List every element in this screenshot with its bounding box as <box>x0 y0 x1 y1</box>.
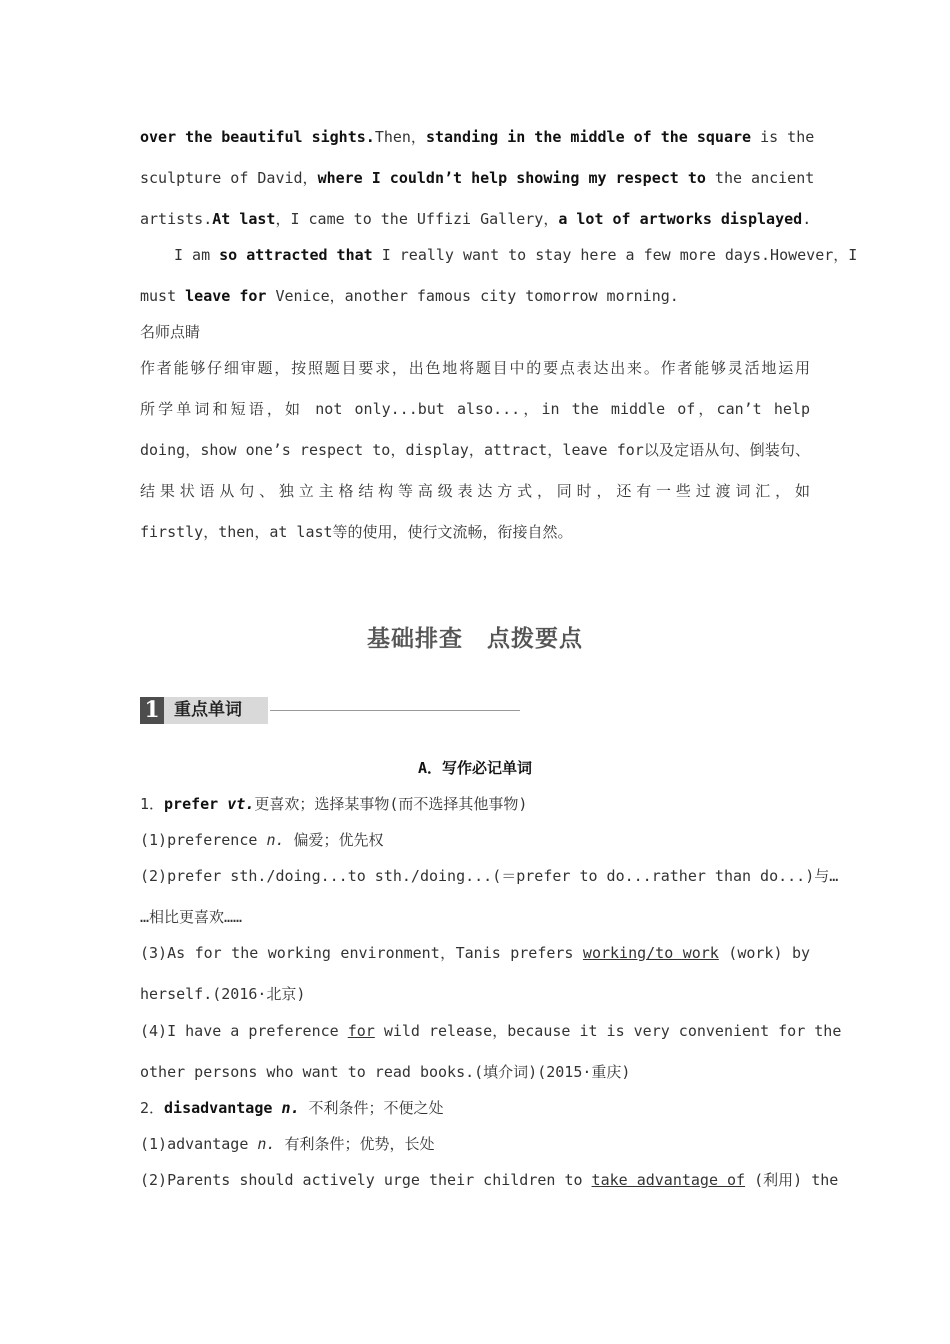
essay-text: ，I came to the Uffizi Gallery， <box>275 210 559 228</box>
item-text: (4)I have a preference <box>140 1022 348 1040</box>
item-pos: n. <box>257 1135 276 1153</box>
answer-blank: working/to work <box>582 944 719 962</box>
item-text: wild release，because it is very convenient for the <box>374 1022 842 1040</box>
item-text: (work) by <box>718 944 811 962</box>
comment-line-2: 所学单词和短语，如 not only...but also...，in the middle of，can’t help <box>140 400 810 418</box>
essay-highlight: a lot of artworks displayed <box>558 210 803 228</box>
comment-line-4: 结果状语从句、独立主格结构等高级表达方式，同时，还有一些过渡词汇，如 <box>140 482 810 500</box>
entry-meaning: 更喜欢；选择某事物(而不选择其他事物) <box>254 795 528 813</box>
essay-text: sculpture of David， <box>140 169 318 187</box>
prefer-item-3-line-2: herself.(2016·北京) <box>140 985 306 1003</box>
vocab-entry-prefer <box>140 793 810 815</box>
comment-heading: 名师点睛 <box>140 323 201 341</box>
essay-text: Then， <box>374 128 426 146</box>
item-text: (1)preference <box>140 831 267 849</box>
comment-line-1: 作者能够仔细审题，按照题目要求，出色地将题目中的要点表达出来。作者能够灵活地运用 <box>140 359 810 377</box>
section-divider <box>270 710 520 711</box>
essay-highlight: over the beautiful sights. <box>140 128 375 146</box>
item-text: (1)advantage <box>140 1135 258 1153</box>
essay-text: Venice，another famous city tomorrow morning. <box>266 287 679 305</box>
item-meaning: 有利条件；优势，长处 <box>275 1135 435 1153</box>
essay-text: . <box>802 210 812 228</box>
essay-text: I am <box>174 246 220 264</box>
section-title: 基础排查 点拨要点 <box>367 626 583 652</box>
entry-pos: vt. <box>227 795 255 813</box>
section-label: 重点单词 <box>164 697 268 724</box>
entry-number: 1． <box>140 795 165 813</box>
item-text: (2)Parents should actively urge their children to <box>140 1171 592 1189</box>
essay-line-2 <box>140 167 815 189</box>
essay-highlight: so attracted that <box>219 246 373 264</box>
comment-line-5: firstly，then，at last等的使用，使行文流畅，衔接自然。 <box>140 523 573 541</box>
essay-highlight: leave for <box>185 287 267 305</box>
answer-blank: take advantage of <box>591 1171 746 1189</box>
entry-number: 2． <box>140 1099 165 1117</box>
prefer-item-1 <box>140 829 810 851</box>
entry-pos: n. <box>281 1099 300 1117</box>
essay-text: must <box>140 287 186 305</box>
essay-text: I really want to stay here a few more days.However，I <box>372 246 858 264</box>
essay-line-1 <box>140 126 815 148</box>
essay-highlight: where I couldn’t help showing my respect to <box>317 169 706 187</box>
essay-text: artists. <box>140 210 213 228</box>
disadvantage-item-1 <box>140 1133 810 1155</box>
section-number: 1 <box>140 697 164 724</box>
item-text: (3)As for the working environment，Tanis prefers <box>140 944 583 962</box>
answer-blank: for <box>347 1022 375 1040</box>
entry-meaning: 不利条件；不便之处 <box>299 1099 444 1117</box>
prefer-item-4-line-1 <box>140 1020 842 1042</box>
prefer-item-3-line-1 <box>140 942 810 964</box>
disadvantage-item-2-line-1 <box>140 1169 839 1191</box>
item-pos: n. <box>266 831 285 849</box>
subsection-title: A．写作必记单词 <box>417 759 533 777</box>
essay-highlight: At last <box>212 210 276 228</box>
comment-line-3: doing，show one’s respect to，display，attract，leave for以及定语从句、倒装句、 <box>140 441 810 459</box>
prefer-item-2-line-2: …相比更喜欢…… <box>140 908 243 926</box>
item-text: (利用) the <box>745 1171 839 1189</box>
essay-line-3 <box>140 208 810 230</box>
essay-line-5 <box>140 285 810 307</box>
essay-text: is the <box>751 128 815 146</box>
entry-word: disadvantage <box>164 1099 273 1117</box>
essay-text: the ancient <box>705 169 815 187</box>
essay-highlight: standing in the middle of the square <box>425 128 752 146</box>
essay-line-4 <box>174 244 858 266</box>
prefer-item-4-line-2: other persons who want to read books.(填介词)(2015·重庆) <box>140 1063 631 1081</box>
entry-word: prefer <box>164 795 219 813</box>
vocab-entry-disadvantage <box>140 1097 810 1119</box>
item-meaning: 偏爱；优先权 <box>284 831 384 849</box>
prefer-item-2-line-1: (2)prefer sth./doing...to sth./doing...(＝prefer to do...rather than do...)与… <box>140 867 839 885</box>
